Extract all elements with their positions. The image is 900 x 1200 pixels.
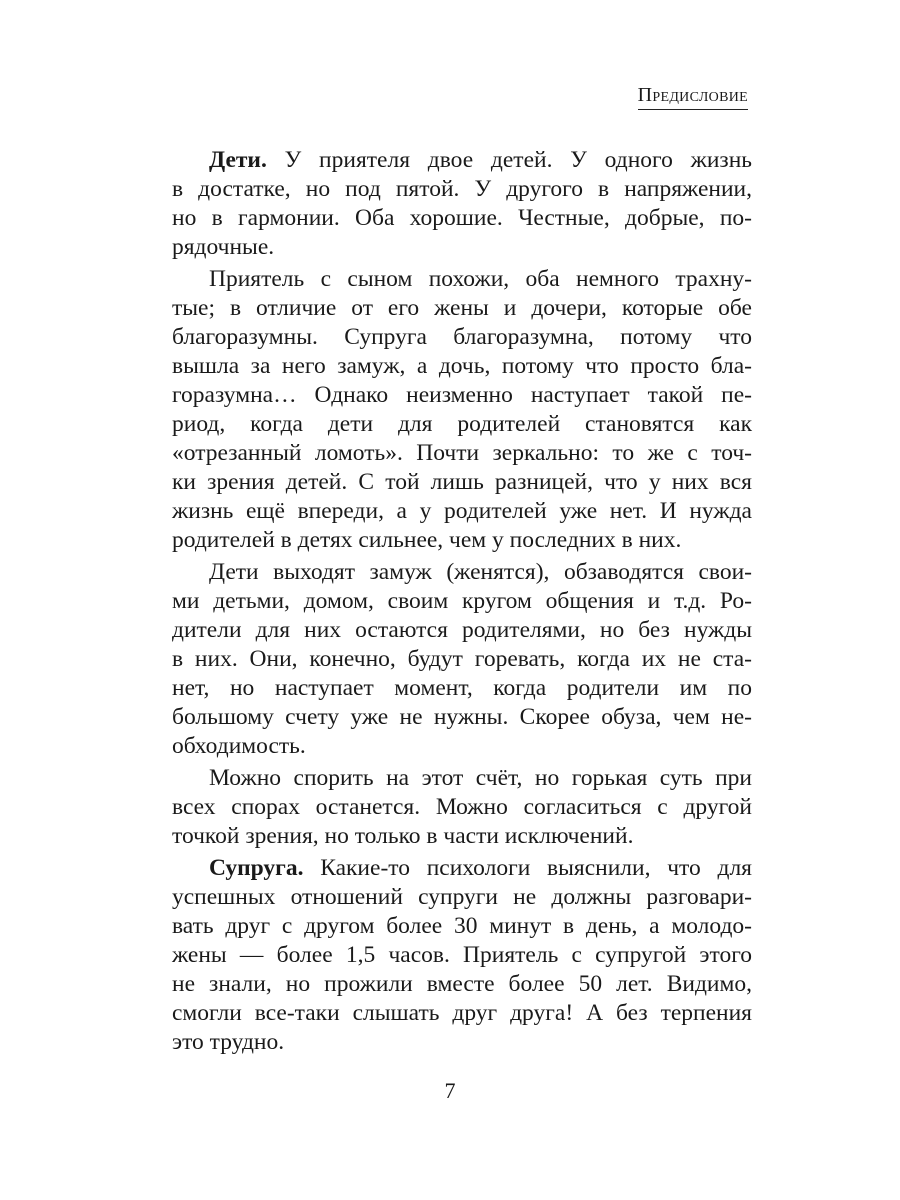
paragraph-children	[172, 146, 752, 262]
text-line: но в гармонии. Оба хорошие. Честные, добрые, по-	[172, 205, 752, 231]
text-line: тые; в отличие от его жены и дочери, которые обе	[172, 295, 752, 321]
body-text	[172, 146, 752, 1057]
paragraph-lead-spouse: Супруга.	[209, 855, 304, 881]
paragraph-marriage	[172, 558, 752, 761]
text-line	[172, 854, 752, 883]
page-number: 7	[444, 1078, 456, 1103]
paragraph-spouse	[172, 854, 752, 1057]
text-line: не знали, но прожили вместе более 50 лет. Видимо,	[172, 971, 752, 997]
text-line: родителей в детях сильнее, чем у последних в них.	[172, 527, 682, 553]
text-line: в достатке, но под пятой. У другого в напряжении,	[172, 176, 752, 202]
text-line: риод, когда дети для родителей становятся как	[172, 411, 752, 437]
text-line: обходимость.	[172, 733, 306, 759]
text-line: дители для них остаются родителями, но без нужды	[172, 617, 752, 643]
text-line: точкой зрения, но только в части исключений.	[172, 823, 634, 849]
text-line: вать друг с другом более 30 минут в день, а молодо-	[172, 913, 752, 939]
text-line: в них. Они, конечно, будут горевать, когда их не ста-	[172, 646, 752, 672]
text-line: жизнь ещё впереди, а у родителей уже нет. И нужда	[172, 498, 752, 524]
text-line: ми детьми, домом, своим кругом общения и т.д. Ро-	[172, 588, 752, 614]
text-line: Приятель с сыном похожи, оба немного трахну-	[209, 266, 752, 292]
text-line: успешных отношений супруги не должны разговари-	[172, 884, 752, 910]
text-line: жены — более 1,5 часов. Приятель с супругой этого	[172, 942, 752, 968]
text-line: Можно спорить на этот счёт, но горькая суть при	[209, 765, 752, 791]
paragraph-lead-children: Дети.	[209, 147, 267, 173]
text-line: «отрезанный ломоть». Почти зеркально: то же с точ-	[172, 440, 752, 466]
text-line: ки зрения детей. С той лишь разницей, что у них вся	[172, 469, 752, 495]
running-head: Предисловие	[638, 84, 748, 110]
text-line: нет, но наступает момент, когда родители им по	[172, 675, 752, 701]
paragraph-argument	[172, 764, 752, 851]
text-line: большому счету уже не нужны. Скорее обуза, чем не-	[172, 704, 752, 730]
text-line: благоразумны. Супруга благоразумна, потому что	[172, 324, 752, 350]
text-line: горазумна… Однако неизменно наступает такой пе-	[172, 382, 752, 408]
paragraph-resemblance	[172, 265, 752, 555]
text-line-content: Какие-то психологи выяснили, что для	[303, 855, 752, 881]
text-line: это трудно.	[172, 1029, 285, 1055]
text-line: вышла за него замуж, а дочь, потому что просто бла-	[172, 353, 752, 379]
text-line: рядочные.	[172, 234, 275, 260]
text-line: Дети выходят замуж (женятся), обзаводятся свои-	[209, 559, 752, 585]
text-line	[172, 146, 752, 175]
text-line: смогли все-таки слышать друг друга! А без терпения	[172, 1000, 752, 1026]
text-line: всех спорах останется. Можно согласиться с другой	[172, 794, 752, 820]
text-line-content: У приятеля двое детей. У одного жизнь	[266, 147, 752, 173]
